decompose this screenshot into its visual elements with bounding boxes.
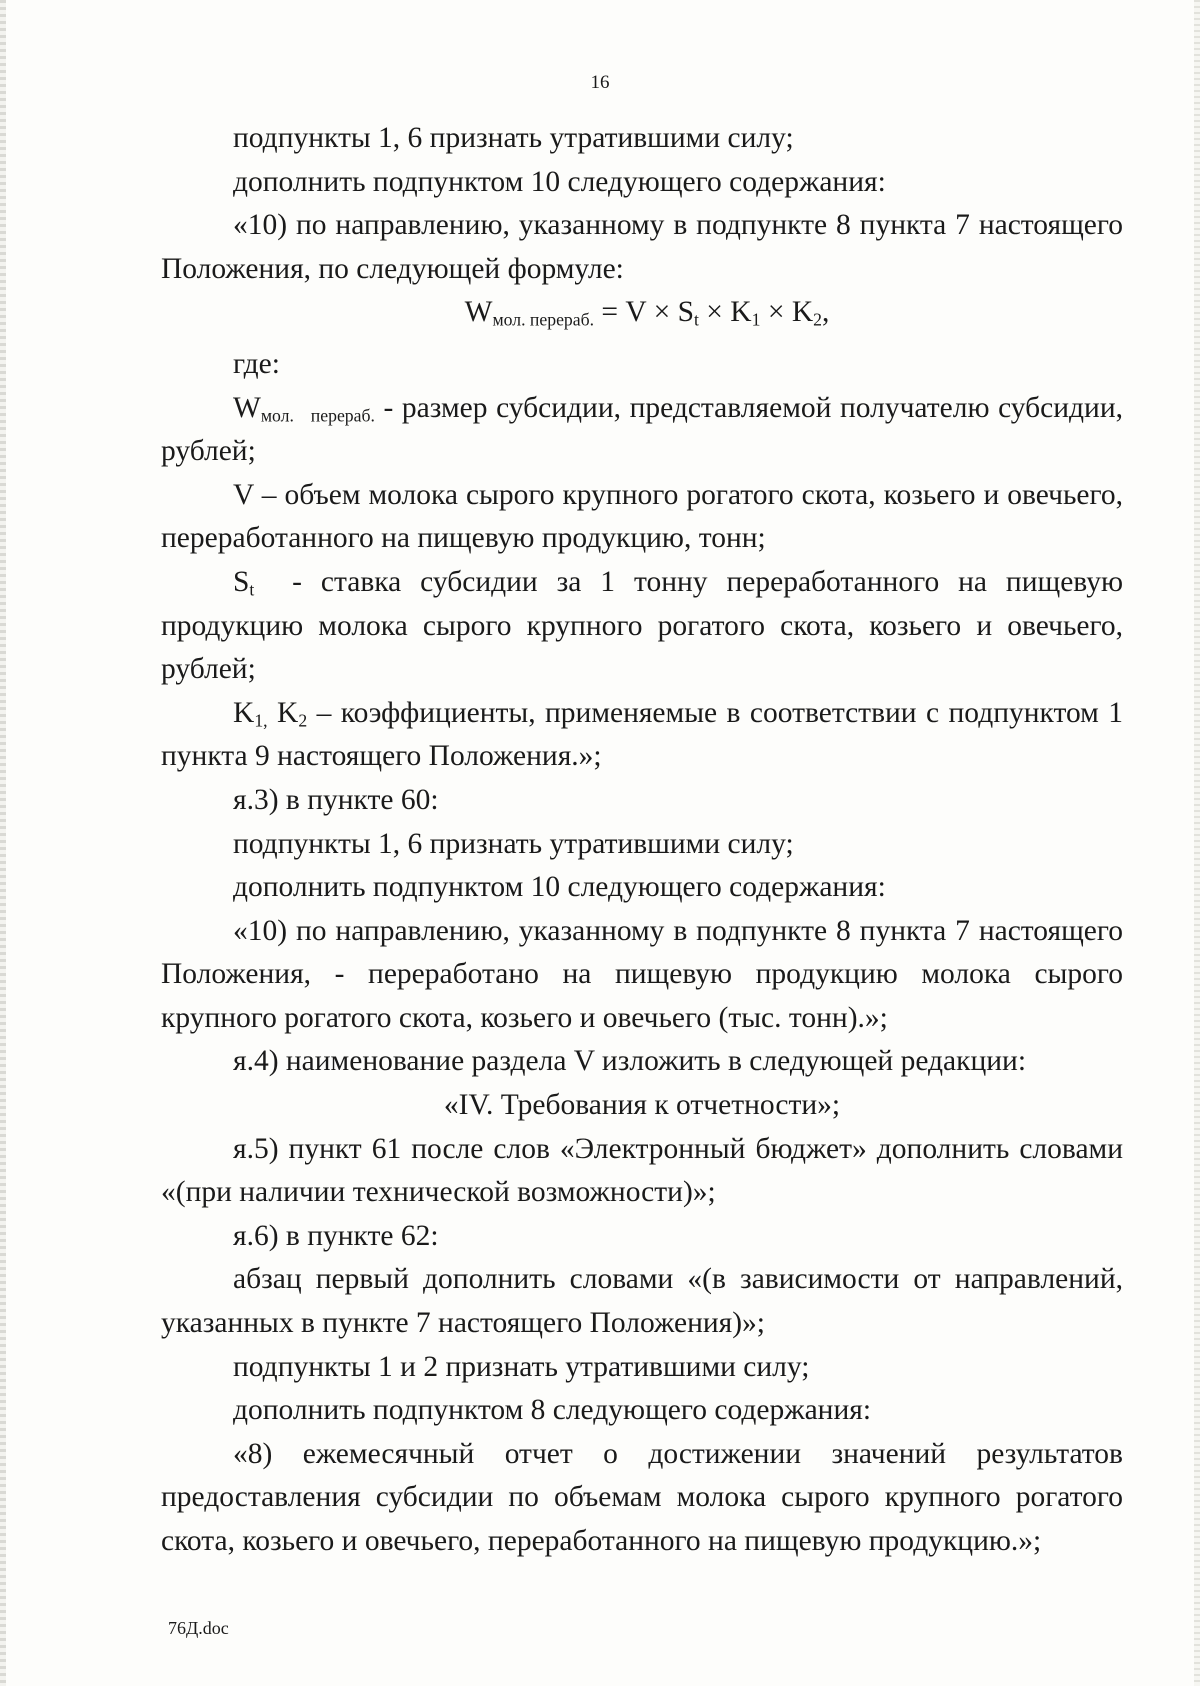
paragraph-21: «8) ежемесячный отчет о достижении значений результатов предоставления субсидии по объемам молока сырого крупного рогатого скота, козьего и овечьего, переработанного на пищевую продукцию.»; [161, 1437, 1123, 1557]
paragraph-where: где: [233, 347, 280, 380]
symbol-k2: K [267, 696, 299, 729]
paragraph-18: абзац первый дополнить словами «(в зависимости от направлений, указанных в пункте 7 настоящего Положения)»; [161, 1263, 1123, 1340]
symbol-k1: K [233, 696, 255, 729]
paragraph-st-definition [161, 561, 1131, 692]
paragraph-w-definition [161, 387, 1123, 474]
footer-filename: 76Д.doc [168, 1618, 229, 1638]
symbol-w-sub: мол. перераб. [260, 404, 375, 425]
formula-rhs-2: × K [698, 296, 752, 329]
paragraph-ya6: я.6) в пункте 62: [233, 1219, 439, 1252]
paragraph-12: дополнить подпунктом 10 следующего содержания: [233, 871, 886, 904]
definition-k-text: – коэффициенты, применяемые в соответствии с подпунктом 1 пункта 9 настоящего Положения.»; [161, 696, 1123, 773]
formula-rhs-0: = V × S [601, 296, 694, 329]
paragraph-v-definition: V – объем молока сырого крупного рогатого скота, козьего и овечьего, переработанного на пищевую продукцию, тонн; [161, 478, 1123, 555]
paragraph-ya4: я.4) наименование раздела V изложить в следующей редакции: [233, 1045, 1027, 1078]
formula-lhs-sub: мол. перераб. [492, 309, 595, 330]
section-heading: «IV. Требования к отчетности»; [443, 1089, 841, 1122]
paragraph-20: дополнить подпунктом 8 следующего содержания: [233, 1394, 872, 1427]
symbol-k2-sub: 2 [298, 710, 308, 731]
page-number: 16 [590, 72, 610, 93]
formula-rhs-sub-t: t [694, 309, 699, 330]
paragraph-11: подпункты 1, 6 признать утратившими силу; [233, 827, 794, 860]
paragraph-3: «10) по направлению, указанному в подпункте 8 пункта 7 настоящего Положения, по следующей формуле: [161, 209, 1123, 285]
document-body [161, 117, 1131, 1564]
paragraph-1: подпункты 1, 6 признать утратившими силу; [233, 122, 794, 154]
scan-edge-right [1194, 0, 1200, 1686]
paragraph-2: дополнить подпунктом 10 следующего содержания: [233, 165, 886, 198]
symbol-w: W [233, 391, 261, 424]
symbol-k1-sub: 1, [254, 710, 268, 731]
formula-rhs-sub-2: 2 [813, 309, 823, 330]
definition-w-text: - размер субсидии, представляемой получателю субсидии, рублей; [161, 391, 1124, 468]
formula-rhs-sub-1: 1 [751, 309, 761, 330]
formula-rhs-6: , [822, 296, 830, 329]
formula-rhs-4: × K [760, 296, 814, 329]
paragraph-19: подпункты 1 и 2 признать утратившими силу; [233, 1350, 810, 1383]
paragraph-k-definition [161, 692, 1123, 779]
scan-edge-left [0, 0, 6, 1686]
symbol-s-sub: t [249, 579, 255, 600]
definition-st-text: - ставка субсидии за 1 тонну переработанного на пищевую продукцию молока сырого крупного рогатого скота, козьего и овечьего, рублей; [161, 565, 1131, 686]
formula-lhs: W [464, 296, 493, 329]
paragraph-13: «10) по направлению, указанному в подпункте 8 пункта 7 настоящего Положения, - переработано на пищевую продукцию молока сырого крупного рогатого скота, козьего и овечьего (тыс. тонн).»; [161, 914, 1123, 1034]
paragraph-ya5: я.5) пункт 61 после слов «Электронный бюджет» дополнить словами «(при наличии технической возможности)»; [161, 1132, 1123, 1209]
symbol-s: S [233, 565, 250, 598]
paragraph-ya3: я.3) в пункте 60: [233, 783, 439, 816]
formula [161, 291, 1123, 335]
